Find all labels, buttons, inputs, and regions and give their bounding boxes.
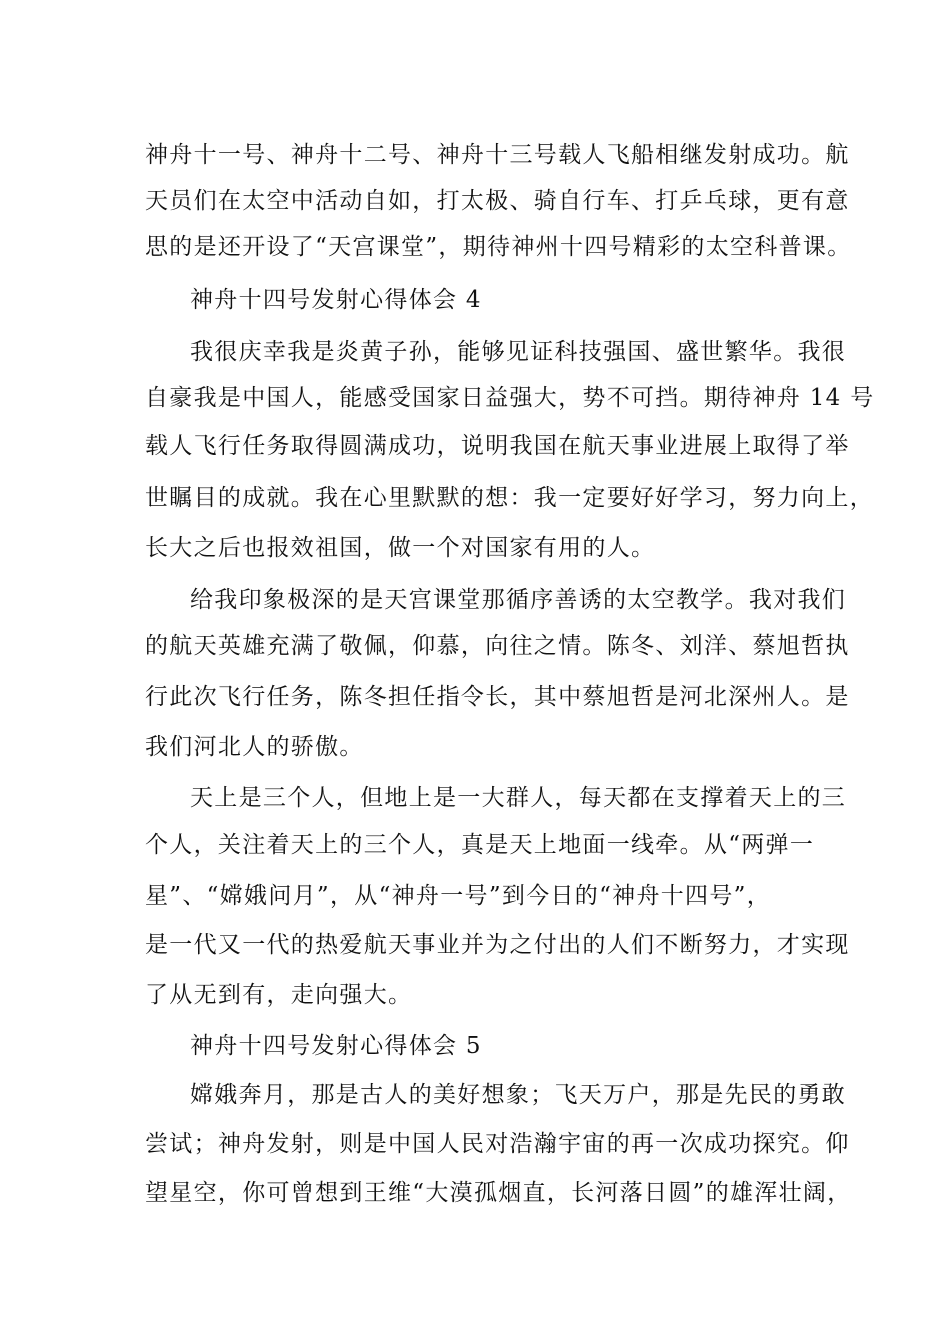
- paragraph-line: 天上是三个人，但地上是一大群人，每天都在支撑着天上的三: [190, 785, 847, 811]
- paragraph-line: 长大之后也报效祖国，做一个对国家有用的人。: [145, 535, 656, 561]
- paragraph-line: 嫦娥奔月，那是古人的美好想象；飞天万户，那是先民的勇敢: [190, 1082, 847, 1108]
- paragraph-line: 个人，关注着天上的三个人，真是天上地面一线牵。从“两弹一: [145, 832, 815, 858]
- section-heading: 神舟十四号发射心得体会 4: [190, 287, 482, 313]
- paragraph-line: 思的是还开设了“天宫课堂”，期待神州十四号精彩的太空科普课。: [145, 234, 852, 260]
- paragraph-line: 尝试；神舟发射，则是中国人民对浩瀚宇宙的再一次成功探究。仰: [145, 1131, 850, 1157]
- paragraph-line: 我很庆幸我是炎黄子孙，能够见证科技强国、盛世繁华。我很: [190, 339, 847, 365]
- paragraph-line: 天员们在太空中活动自如，打太极、骑自行车、打乒乓球，更有意: [145, 188, 850, 214]
- paragraph-line: 载人飞行任务取得圆满成功，说明我国在航天事业进展上取得了举: [145, 433, 850, 459]
- paragraph-line: 世瞩目的成就。我在心里默默的想：我一定要好好学习，努力向上，: [145, 485, 874, 511]
- paragraph-line: 神舟十一号、神舟十二号、神舟十三号载人飞船相继发射成功。航: [145, 142, 850, 168]
- section-heading: 神舟十四号发射心得体会 5: [190, 1033, 482, 1059]
- paragraph-line: 了从无到有，走向强大。: [145, 982, 413, 1008]
- paragraph-line: 给我印象极深的是天宫课堂那循序善诱的太空教学。我对我们: [190, 587, 847, 613]
- paragraph-line: 行此次飞行任务，陈冬担任指令长，其中蔡旭哲是河北深州人。是: [145, 684, 850, 710]
- paragraph-line: 自豪我是中国人，能感受国家日益强大，势不可挡。期待神舟 14 号: [145, 385, 875, 411]
- paragraph-line: 是一代又一代的热爱航天事业并为之付出的人们不断努力，才实现: [145, 932, 850, 958]
- paragraph-line: 星”、“嫦娥问月”，从“神舟一号”到今日的“神舟十四号”，: [145, 883, 772, 909]
- paragraph-line: 望星空，你可曾想到王维“大漠孤烟直，长河落日圆”的雄浑壮阔，: [145, 1180, 852, 1206]
- paragraph-line: 的航天英雄充满了敬佩，仰慕，向往之情。陈冬、刘洋、蔡旭哲执: [145, 633, 850, 659]
- paragraph-line: 我们河北人的骄傲。: [145, 734, 364, 760]
